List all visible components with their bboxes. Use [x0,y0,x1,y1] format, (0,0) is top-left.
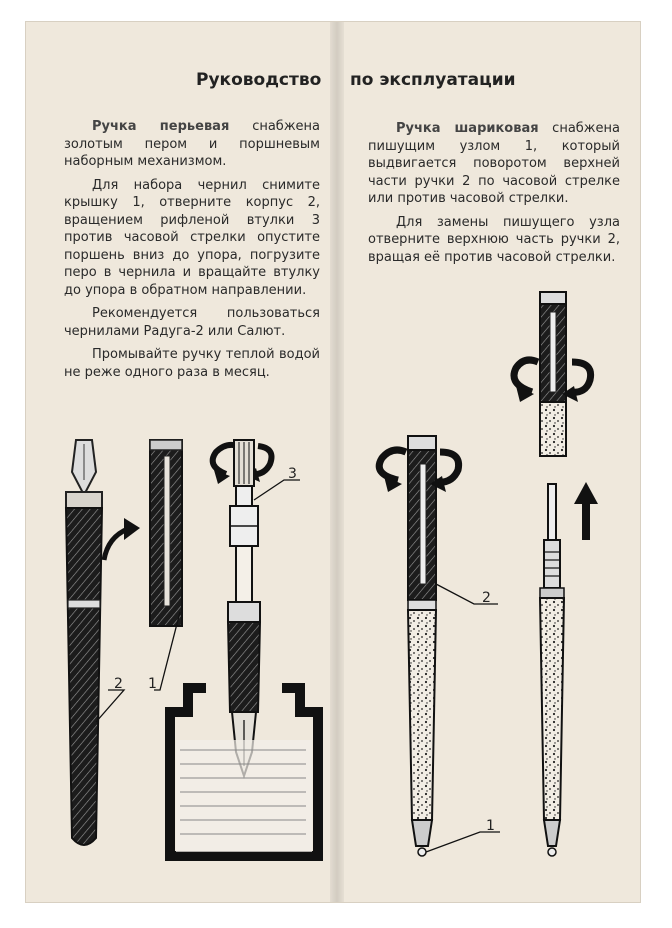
fountain-paragraph-3: Рекомендуется пользоваться чернилами Радуга-2 или Салют. [64,306,320,339]
fountain-pen-mechanism-drawing [228,440,260,776]
fountain-pen-intro: снабжена золотым пером и поршневым наборным механизмом. [64,119,320,169]
fountain-paragraph-2: Для набора чернил снимите крышку 1, отверните корпус 2, вращением рифленой втулки 3 против часовой стрелки опустите поршень вниз до упора, погрузите перо в чернила и вращайте втулку до упора в обратном направлении. [64,177,320,298]
title-right: по эксплуатации [350,70,516,90]
ballpoint-pen-drawing [408,436,436,856]
fountain-pen-body-drawing [66,440,102,845]
fountain-paragraph-4: Промывайте ручку теплой водой не реже одного раза в месяц. [64,347,320,380]
fountain-body-label: 2 [114,676,123,692]
up-arrow-icon [574,482,598,540]
ballpoint-paragraph-2: Для замены пишущего узла отверните верхнюю часть ручки 2, вращая её против часовой стрелки. [368,214,620,265]
title-left: Руководство [196,70,322,90]
ballpoint-body-label: 2 [482,590,491,606]
ballpoint-pen-intro: снабжена пишущим узлом 1, который выдвигается поворотом верхней части ручки 2 по часовой стрелке или против часовой стрелки. [368,121,620,206]
ballpoint-leader-lines [426,584,500,852]
ballpoint-top-part-drawing [540,292,566,456]
ballpoint-tip-label: 1 [486,818,495,834]
fountain-pen-lead: Ручка перьевая [92,119,230,134]
fountain-pen-cap-drawing [150,440,182,626]
ballpoint-pen-lead: Ручка шариковая [396,121,539,136]
ballpoint-refill-drawing [540,484,564,856]
arrow-head-icon [124,518,140,540]
fountain-cap-label: 1 [148,676,157,692]
fountain-sleeve-label: 3 [288,466,297,482]
